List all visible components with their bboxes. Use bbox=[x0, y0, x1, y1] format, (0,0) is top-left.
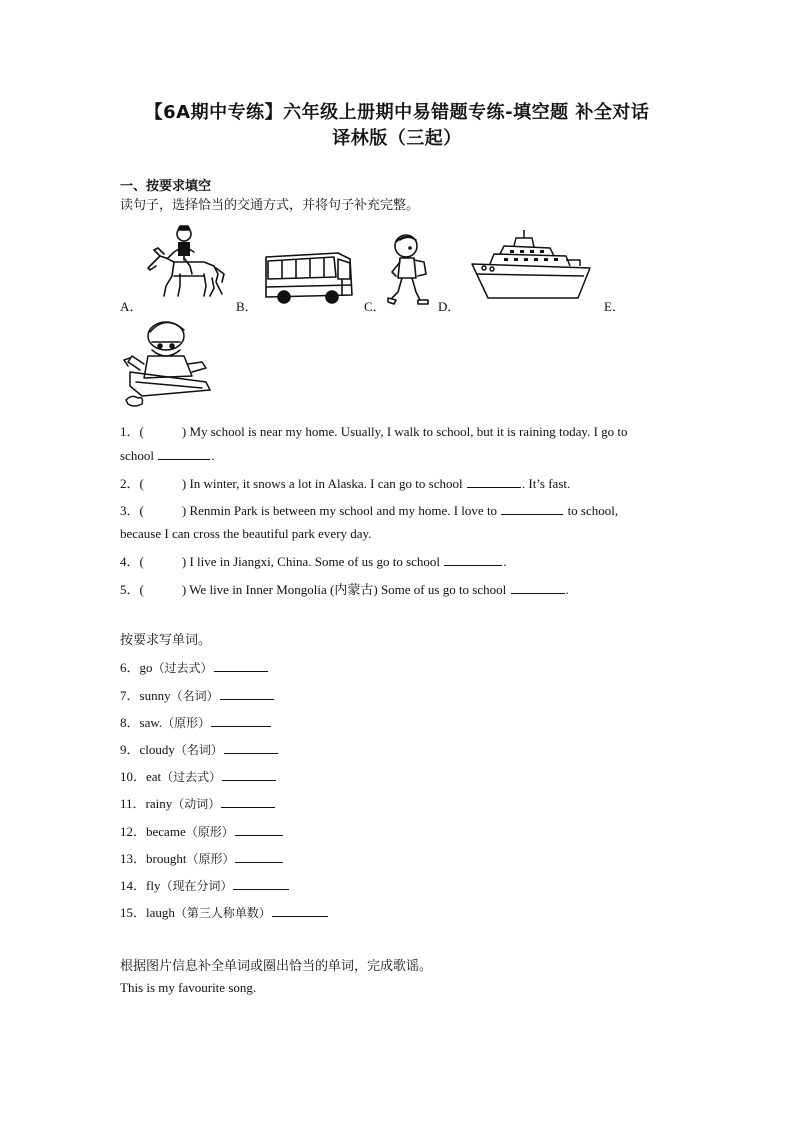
option-b-label: B． bbox=[236, 299, 258, 314]
answer-blank[interactable] bbox=[211, 715, 271, 727]
question-number: 1．( bbox=[120, 424, 144, 439]
item-hint: （原形） bbox=[185, 825, 234, 839]
item-word: became bbox=[146, 824, 186, 839]
question-3 bbox=[120, 500, 618, 519]
answer-blank[interactable] bbox=[444, 554, 502, 566]
question-text-end: . bbox=[565, 582, 569, 597]
word-item-15 bbox=[120, 902, 329, 921]
item-word: eat bbox=[146, 769, 162, 784]
item-word: brought bbox=[146, 851, 187, 866]
question-bracket: ) bbox=[181, 554, 187, 569]
question-5 bbox=[120, 579, 569, 598]
answer-blank[interactable] bbox=[222, 769, 276, 781]
question-number: 4．( bbox=[120, 554, 144, 569]
answer-blank[interactable] bbox=[233, 878, 289, 890]
page-subtitle: 译林版（三起） bbox=[332, 128, 462, 149]
item-number: 8． bbox=[120, 715, 140, 730]
question-bracket: ) bbox=[181, 476, 187, 491]
item-word: sunny bbox=[139, 688, 171, 703]
section3-heading: 根据图片信息补全单词或圈出恰当的单词，完成歌谣。 bbox=[120, 959, 433, 974]
question-4 bbox=[120, 551, 507, 570]
item-number: 15． bbox=[120, 905, 147, 920]
answer-blank[interactable] bbox=[158, 448, 210, 460]
item-word: saw. bbox=[139, 715, 163, 730]
item-hint: （现在分词） bbox=[160, 879, 233, 893]
question-3-cont: because I can cross the beautiful park every day. bbox=[120, 526, 372, 541]
item-number: 14． bbox=[120, 878, 147, 893]
item-hint: （过去式） bbox=[152, 661, 213, 675]
word-item-11 bbox=[120, 793, 276, 812]
item-hint: （过去式） bbox=[161, 770, 222, 784]
item-number: 7． bbox=[120, 688, 140, 703]
question-text: I live in Jiangxi, China. Some of us go to school bbox=[189, 554, 441, 569]
answer-blank[interactable] bbox=[214, 660, 268, 672]
question-text: My school is near my home. Usually, I walk to school, but it is raining today. I go to bbox=[189, 424, 628, 439]
item-number: 9． bbox=[120, 742, 140, 757]
answer-blank[interactable] bbox=[501, 503, 563, 515]
question-text: school bbox=[120, 448, 154, 463]
answer-blank[interactable] bbox=[235, 824, 283, 836]
word-item-7 bbox=[120, 685, 275, 704]
item-word: go bbox=[139, 660, 153, 675]
question-text: We live in Inner Mongolia (内蒙古) Some of us go to school bbox=[189, 582, 507, 597]
answer-blank[interactable] bbox=[221, 796, 275, 808]
word-item-13 bbox=[120, 848, 284, 867]
item-number: 13． bbox=[120, 851, 147, 866]
question-text: In winter, it snows a lot in Alaska. I can go to school bbox=[189, 476, 463, 491]
item-hint: （原形） bbox=[186, 852, 235, 866]
word-item-10 bbox=[120, 766, 277, 785]
item-word: rainy bbox=[145, 796, 173, 811]
answer-blank[interactable] bbox=[467, 476, 521, 488]
item-hint: （原形） bbox=[162, 716, 211, 730]
question-number: 3．( bbox=[120, 503, 144, 518]
question-number: 2．( bbox=[120, 476, 144, 491]
item-number: 11． bbox=[120, 796, 146, 811]
song-line: This is my favourite song. bbox=[120, 980, 257, 995]
answer-blank[interactable] bbox=[220, 688, 274, 700]
horse-riding-icon bbox=[144, 224, 226, 300]
question-text: Renmin Park is between my school and my home. I love to bbox=[189, 503, 498, 518]
item-number: 10． bbox=[120, 769, 147, 784]
word-item-9 bbox=[120, 739, 279, 758]
item-number: 12． bbox=[120, 824, 147, 839]
question-1-cont bbox=[120, 448, 214, 464]
section2-heading: 按要求写单词。 bbox=[120, 633, 212, 648]
question-text-after: to school, bbox=[567, 503, 619, 518]
item-number: 6． bbox=[120, 660, 140, 675]
question-text-end: . bbox=[503, 554, 507, 569]
item-hint: （名词） bbox=[170, 689, 219, 703]
question-text-end: . It’s fast. bbox=[521, 476, 571, 491]
item-word: laugh bbox=[146, 905, 175, 920]
question-1 bbox=[120, 421, 628, 440]
question-2 bbox=[120, 473, 570, 492]
ship-icon bbox=[470, 230, 592, 302]
word-item-8 bbox=[120, 712, 272, 731]
word-item-12 bbox=[120, 821, 284, 840]
option-c-label: C． bbox=[364, 299, 386, 314]
option-d-label: D． bbox=[438, 299, 461, 314]
walking-boy-icon bbox=[386, 232, 432, 308]
item-word: fly bbox=[146, 878, 161, 893]
item-hint: （第三人称单数） bbox=[174, 906, 271, 920]
answer-blank[interactable] bbox=[224, 742, 278, 754]
section1-heading: 一、按要求填空 bbox=[120, 179, 212, 194]
section1-instruction: 读句子，选择恰当的交通方式，并将句子补充完整。 bbox=[120, 198, 420, 213]
sled-icon bbox=[122, 316, 216, 412]
word-item-6 bbox=[120, 657, 269, 676]
item-word: cloudy bbox=[139, 742, 175, 757]
answer-blank[interactable] bbox=[272, 905, 328, 917]
word-item-14 bbox=[120, 875, 290, 894]
question-text-end: . bbox=[211, 448, 215, 463]
question-bracket: ) bbox=[181, 424, 187, 439]
question-bracket: ) bbox=[181, 503, 187, 518]
answer-blank[interactable] bbox=[511, 582, 565, 594]
option-e-label: E． bbox=[604, 299, 625, 314]
item-hint: （名词） bbox=[174, 743, 223, 757]
question-bracket: ) bbox=[181, 582, 187, 597]
question-number: 5．( bbox=[120, 582, 144, 597]
page-title: 【6A期中专练】六年级上册期中易错题专练-填空题 补全对话 bbox=[144, 102, 650, 123]
item-hint: （动词） bbox=[172, 797, 221, 811]
bus-icon bbox=[262, 249, 354, 305]
option-a-label: A． bbox=[120, 299, 143, 314]
answer-blank[interactable] bbox=[235, 851, 283, 863]
